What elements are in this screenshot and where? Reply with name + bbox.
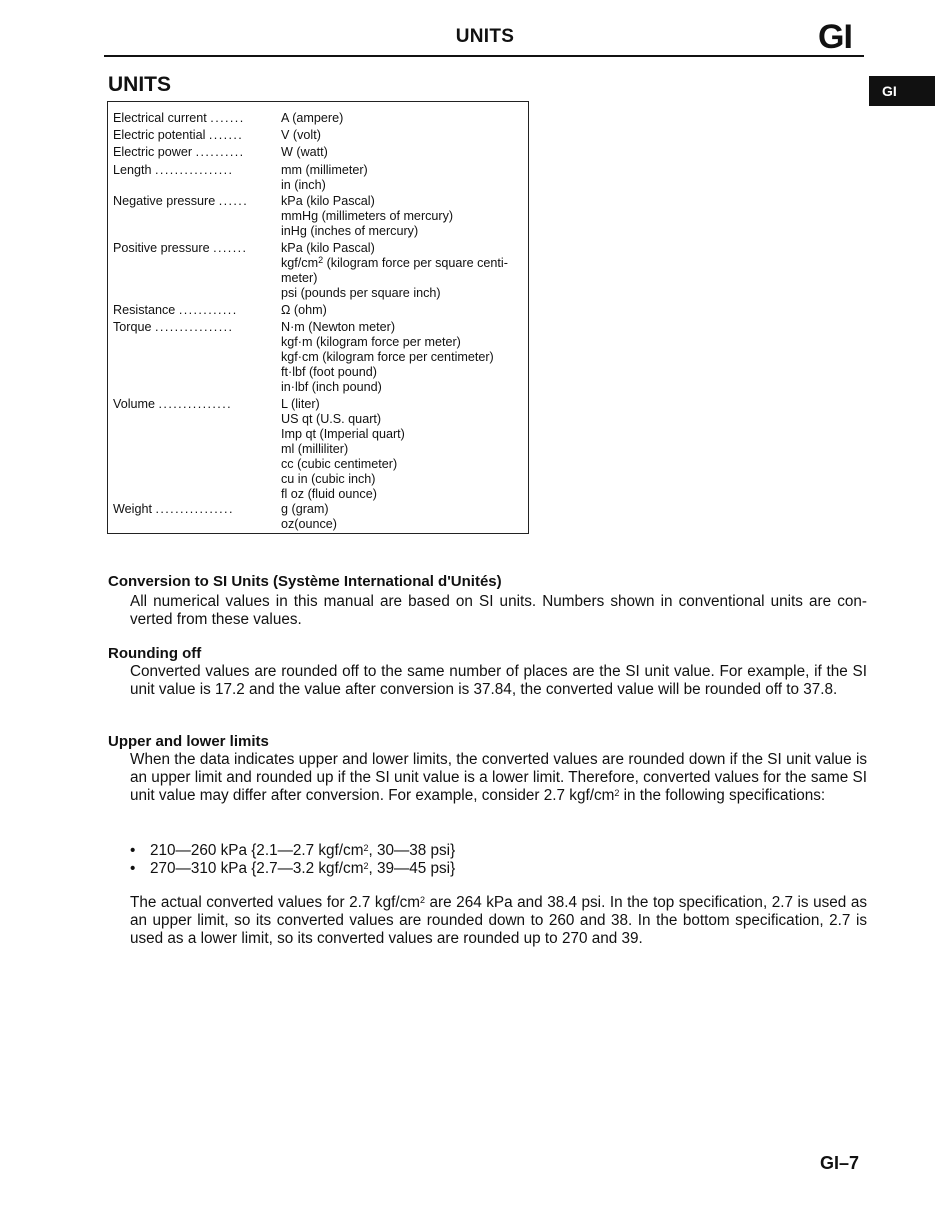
unit-value: kPa (kilo Pascal) [281, 241, 375, 255]
header-rule [104, 55, 864, 57]
unit-category [113, 194, 265, 209]
limits-heading: Upper and lower limits [108, 733, 269, 750]
unit-value: W (watt) [281, 145, 328, 159]
spec-item: • 210—260 kPa {2.1—2.7 kgf/$cm^2$, 30—38 psi} [130, 842, 455, 860]
rounding-body: Converted values are rounded off to the same number of places are the SI unit value. For example, if the SI unit value is 17.2 and the value after conversion is 37.84, the converted value will be rounded off to 37.8. [130, 663, 867, 698]
unit-value: kgf/$cm^2$ (kilogram force per square centi- meter) [281, 255, 508, 285]
unit-category-label: Resistance [113, 303, 176, 317]
units-table [107, 101, 529, 534]
header-section-code: GI [818, 18, 852, 56]
unit-values [281, 397, 529, 502]
unit-value: in·lbf (inch pound) [281, 380, 382, 394]
unit-value: oz(ounce) [281, 517, 338, 531]
unit-value: Imp qt (Imperial quart) [281, 427, 405, 441]
unit-category [113, 128, 265, 143]
unit-category [113, 145, 265, 160]
page-number: GI–7 [820, 1153, 860, 1173]
unit-values [281, 303, 529, 318]
unit-value: cu in (cubic inch) [281, 472, 376, 486]
leader-dots: ............ [178, 303, 238, 317]
unit-category-label: Negative pressure [113, 194, 216, 208]
limits-closing: The actual converted values for 2.7 kgf/$cm^2$ are 264 kPa and 38.4 psi. In the top specification, 2.7 is used as an upper limit, so its converted values are rounded down to 260 and 38. In the bottom specification, 2.7 is used as a lower limit, so its converted values are rounded up to 270 and 39. [130, 894, 867, 947]
unit-values [281, 320, 529, 395]
leader-dots: ................ [155, 502, 234, 516]
leader-dots: ................ [155, 320, 234, 334]
unit-value: Ω (ohm) [281, 303, 327, 317]
unit-category-label: Electric power [113, 145, 193, 159]
conversion-heading: Conversion to SI Units (Système International d'Unités) [108, 573, 502, 590]
unit-values [281, 241, 529, 301]
unit-value: mmHg (millimeters of mercury) [281, 209, 454, 223]
unit-value: A (ampere) [281, 111, 344, 125]
section-tab[interactable]: GI [869, 76, 935, 106]
spec-list [130, 842, 455, 878]
unit-value: ml (milliliter) [281, 442, 349, 456]
unit-category [113, 111, 265, 126]
unit-values [281, 111, 529, 126]
unit-category-label: Weight [113, 502, 152, 516]
leader-dots: ....... [208, 128, 244, 142]
unit-category-label: Positive pressure [113, 241, 210, 255]
section-title: UNITS [108, 73, 171, 96]
unit-category [113, 397, 265, 412]
unit-category-label: Torque [113, 320, 152, 334]
unit-category [113, 502, 265, 517]
unit-value: psi (pounds per square inch) [281, 286, 441, 300]
unit-values [281, 145, 529, 160]
unit-category [113, 163, 265, 178]
leader-dots: ....... [213, 241, 248, 255]
unit-category-label: Length [113, 163, 152, 177]
unit-value: V (volt) [281, 128, 321, 142]
unit-value: kgf·cm (kilogram force per centimeter) [281, 350, 494, 364]
spec-item: • 270—310 kPa {2.7—3.2 kgf/$cm^2$, 39—45 psi} [130, 860, 455, 878]
leader-dots: .......... [195, 145, 245, 159]
unit-values [281, 502, 529, 532]
leader-dots: ....... [210, 111, 245, 125]
unit-category [113, 241, 265, 256]
limits-body: When the data indicates upper and lower limits, the converted values are rounded down if the SI unit value is an upper limit and rounded up if the SI unit value is a lower limit. Therefore, converted values for the same SI unit value may differ after conversion. For example, consider 2.7 kgf/$cm^2$ in the following specifications: [130, 751, 867, 804]
rounding-heading: Rounding off [108, 645, 202, 662]
unit-values [281, 194, 529, 239]
unit-category-label: Volume [113, 397, 156, 411]
unit-value: ft·lbf (foot pound) [281, 365, 377, 379]
unit-value: L (liter) [281, 397, 320, 411]
unit-value: fl oz (fluid ounce) [281, 487, 377, 501]
unit-value: kgf·m (kilogram force per meter) [281, 335, 461, 349]
leader-dots: ................ [155, 163, 234, 177]
unit-category-label: Electric potential [113, 128, 206, 142]
unit-value: kPa (kilo Pascal) [281, 194, 375, 208]
unit-category [113, 303, 265, 318]
leader-dots: ............... [158, 397, 232, 411]
unit-values [281, 163, 529, 193]
unit-value: US qt (U.S. quart) [281, 412, 382, 426]
unit-value: cc (cubic centimeter) [281, 457, 398, 471]
header-title: UNITS [455, 26, 515, 47]
unit-category-label: Electrical current [113, 111, 207, 125]
unit-value: g (gram) [281, 502, 329, 516]
unit-category [113, 320, 265, 335]
unit-values [281, 128, 529, 143]
unit-value: mm (millimeter) [281, 163, 368, 177]
leader-dots: ...... [218, 194, 249, 208]
conversion-body: All numerical values in this manual are based on SI units. Numbers shown in conventional units are con-verted from these values. [130, 593, 867, 628]
unit-value: N·m (Newton meter) [281, 320, 396, 334]
unit-value: in (inch) [281, 178, 326, 192]
unit-value: inHg (inches of mercury) [281, 224, 419, 238]
